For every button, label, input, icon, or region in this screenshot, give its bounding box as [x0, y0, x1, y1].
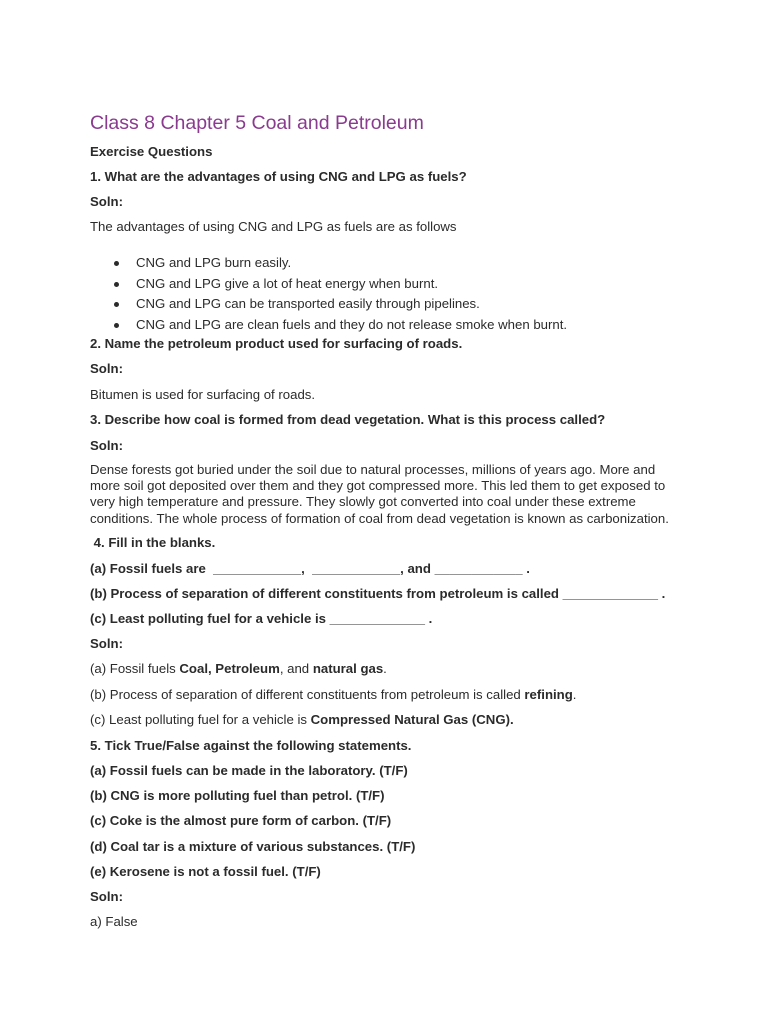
question-4c: (c) Least polluting fuel for a vehicle is _____________ . [90, 611, 433, 626]
statement-5d: (d) Coal tar is a mixture of various substances. (T/F) [90, 839, 416, 854]
statement-5c: (c) Coke is the almost pure form of carbon. (T/F) [90, 813, 392, 828]
question-1: 1. What are the advantages of using CNG and LPG as fuels? [90, 169, 467, 184]
question-4: 4. Fill in the blanks. [90, 535, 216, 550]
page-title: Class 8 Chapter 5 Coal and Petroleum [90, 112, 424, 134]
question-2: 2. Name the petroleum product used for surfacing of roads. [90, 336, 463, 351]
soln-label-1: Soln: [90, 194, 123, 209]
statement-5a: (a) Fossil fuels can be made in the laboratory. (T/F) [90, 763, 408, 778]
answer-3-paragraph: Dense forests got buried under the soil due to natural processes, millions of years ago. More and more soil got deposited over them and they got compressed more. This led them to get exposed to very high temperature and pressure. They slowly got converted into coal under these extreme conditions. The whole process of formation of coal from dead vegetation is known as carbonization. [90, 462, 669, 526]
question-4a: (a) Fossil fuels are ____________, ____________, and ____________ . [90, 561, 530, 576]
list-item: CNG and LPG burn easily. [90, 253, 567, 274]
answer-1-list [90, 253, 567, 336]
question-4b: (b) Process of separation of different constituents from petroleum is called _____________ . [90, 586, 666, 601]
answer-5a: a) False [90, 914, 138, 929]
bullet-icon [114, 323, 119, 328]
list-item: CNG and LPG can be transported easily through pipelines. [90, 294, 567, 315]
bullet-icon [114, 302, 119, 307]
list-item: CNG and LPG give a lot of heat energy when burnt. [90, 274, 567, 295]
answer-4b: (b) Process of separation of different constituents from petroleum is called refining. [90, 687, 577, 702]
answer-4c: (c) Least polluting fuel for a vehicle is Compressed Natural Gas (CNG). [90, 712, 514, 727]
answer-4a: (a) Fossil fuels Coal, Petroleum, and natural gas. [90, 661, 387, 676]
statement-5b: (b) CNG is more polluting fuel than petrol. (T/F) [90, 788, 385, 803]
soln-label-2: Soln: [90, 361, 123, 376]
soln-label-5: Soln: [90, 889, 123, 904]
statement-5e: (e) Kerosene is not a fossil fuel. (T/F) [90, 864, 321, 879]
exercise-heading: Exercise Questions [90, 144, 213, 159]
list-item: CNG and LPG are clean fuels and they do not release smoke when burnt. [90, 315, 567, 336]
question-5: 5. Tick True/False against the following statements. [90, 738, 412, 753]
bullet-icon [114, 261, 119, 266]
question-3: 3. Describe how coal is formed from dead vegetation. What is this process called? [90, 412, 606, 427]
bullet-icon [114, 282, 119, 287]
soln-label-4: Soln: [90, 636, 123, 651]
soln-label-3: Soln: [90, 438, 123, 453]
answer-2: Bitumen is used for surfacing of roads. [90, 387, 316, 402]
answer-1-intro: The advantages of using CNG and LPG as fuels are as follows [90, 219, 457, 234]
